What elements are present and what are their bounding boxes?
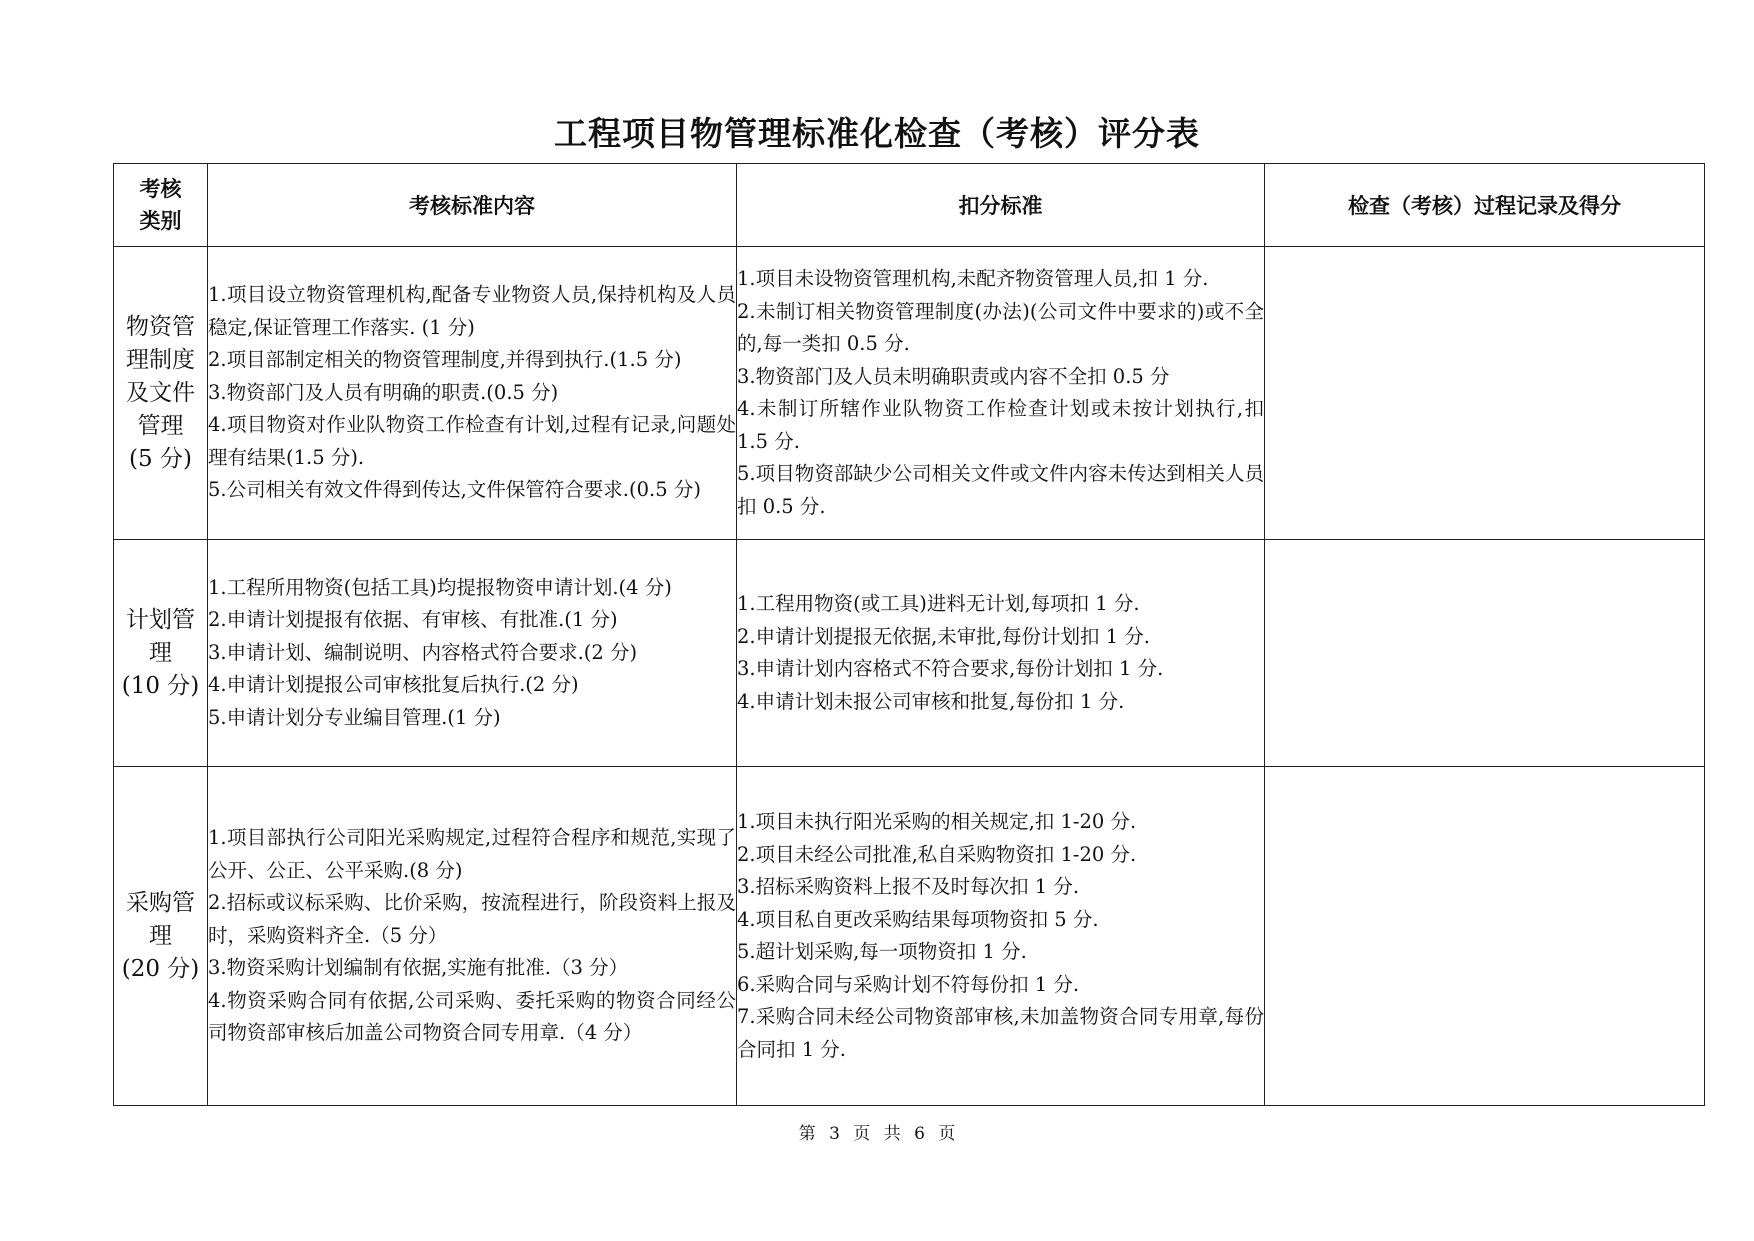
deduction-item: 3.物资部门及人员未明确职责或内容不全扣 0.5 分: [737, 364, 1170, 388]
standard-item: 4.项目物资对作业队物资工作检查有计划,过程有记录,问题处理有结果(1.5 分).: [208, 413, 736, 469]
deduction-item: 1.项目未设物资管理机构,未配齐物资管理人员,扣 1 分.: [737, 267, 1209, 290]
deduction-item: 3.招标采购资料上报不及时每次扣 1 分.: [737, 875, 1080, 898]
category-score: (20 分): [121, 955, 200, 982]
deduction-item: 4.申请计划未报公司审核和批复,每份扣 1 分.: [737, 689, 1125, 713]
deduction-item: 5.项目物资部缺少公司相关文件或文件内容未传达到相关人员扣 0.5 分.: [737, 462, 1264, 518]
category-cell: [114, 767, 208, 1106]
standard-item: 1.工程所用物资(包括工具)均提报物资申请计划.(4 分): [208, 575, 672, 599]
header-category: 考核类别: [114, 164, 208, 247]
table-row: [114, 767, 1705, 1106]
standard-item: 3.物资采购计划编制有依据,实施有批准.（3 分）: [208, 956, 629, 980]
category-score: (5 分): [129, 445, 192, 472]
standard-cell: [208, 540, 737, 767]
category-cell: [114, 247, 208, 540]
header-standard: 考核标准内容: [208, 164, 737, 247]
page-footer: 第 3 页 共 6 页: [798, 1124, 956, 1144]
deduction-item: 1.项目未执行阳光采购的相关规定,扣 1-20 分.: [737, 810, 1137, 833]
standard-cell: [208, 247, 737, 540]
header-record: 检查（考核）过程记录及得分: [1265, 164, 1705, 247]
deduction-item: 5.超计划采购,每一项物资扣 1 分.: [737, 940, 1027, 963]
header-deduction: 扣分标准: [737, 164, 1265, 247]
standard-cell: [208, 767, 737, 1106]
record-cell: [1265, 540, 1705, 767]
category-name: 物资管理制度及文件管理: [126, 313, 195, 439]
deduction-item: 1.工程用物资(或工具)进料无计划,每项扣 1 分.: [737, 592, 1140, 615]
deduction-item: 3.申请计划内容格式不符合要求,每份计划扣 1 分.: [737, 657, 1164, 680]
deduction-cell: [737, 767, 1265, 1106]
standard-item: 2.申请计划提报有依据、有审核、有批准.(1 分): [208, 608, 618, 632]
table-header-row: [114, 164, 1705, 247]
category-score: (10 分): [121, 672, 200, 699]
standard-item: 2.项目部制定相关的物资管理制度,并得到执行.(1.5 分): [208, 348, 682, 372]
evaluation-table: [113, 163, 1705, 1106]
deduction-item: 4.项目私自更改采购结果每项物资扣 5 分.: [737, 907, 1099, 931]
standard-item: 1.项目部执行公司阳光采购规定,过程符合程序和规范,实现了公开、公正、公平采购.(8 分): [208, 826, 736, 882]
table-row: [114, 247, 1705, 540]
table-row: [114, 540, 1705, 767]
standard-item: 4.物资采购合同有依据,公司采购、委托采购的物资合同经公司物资部审核后加盖公司物资合同专用章.（4 分）: [208, 988, 736, 1045]
standard-item: 1.项目设立物资管理机构,配备专业物资人员,保持机构及人员稳定,保证管理工作落实. (1 分): [208, 283, 736, 339]
deduction-item: 4.未制订所辖作业队物资工作检查计划或未按计划执行,扣 1.5 分.: [737, 397, 1264, 453]
deduction-cell: [737, 540, 1265, 767]
standard-item: 5.公司相关有效文件得到传达,文件保管符合要求.(0.5 分): [208, 478, 701, 502]
document-title: 工程项目物管理标准化检查（考核）评分表: [554, 114, 1200, 153]
standard-item: 2.招标或议标采购、比价采购，按流程进行，阶段资料上报及时，采购资料齐全.（5 分）: [208, 891, 736, 947]
deduction-item: 2.申请计划提报无依据,未审批,每份计划扣 1 分.: [737, 624, 1151, 648]
record-cell: [1265, 767, 1705, 1106]
category-name: 计划管理: [126, 606, 195, 666]
category-name: 采购管理: [126, 889, 195, 949]
deduction-item: 2.项目未经公司批准,私自采购物资扣 1-20 分.: [737, 842, 1137, 866]
deduction-item: 6.采购合同与采购计划不符每份扣 1 分.: [737, 972, 1080, 996]
standard-item: 5.申请计划分专业编目管理.(1 分): [208, 705, 501, 729]
standard-item: 4.申请计划提报公司审核批复后执行.(2 分): [208, 673, 579, 697]
deduction-item: 7.采购合同未经公司物资部审核,未加盖物资合同专用章,每份合同扣 1 分.: [737, 1005, 1264, 1061]
standard-item: 3.物资部门及人员有明确的职责.(0.5 分): [208, 380, 559, 404]
record-cell: [1265, 247, 1705, 540]
category-cell: [114, 540, 208, 767]
standard-item: 3.申请计划、编制说明、内容格式符合要求.(2 分): [208, 640, 638, 664]
deduction-item: 2.未制订相关物资管理制度(办法)(公司文件中要求的)或不全的,每一类扣 0.5 分.: [737, 299, 1264, 355]
deduction-cell: [737, 247, 1265, 540]
